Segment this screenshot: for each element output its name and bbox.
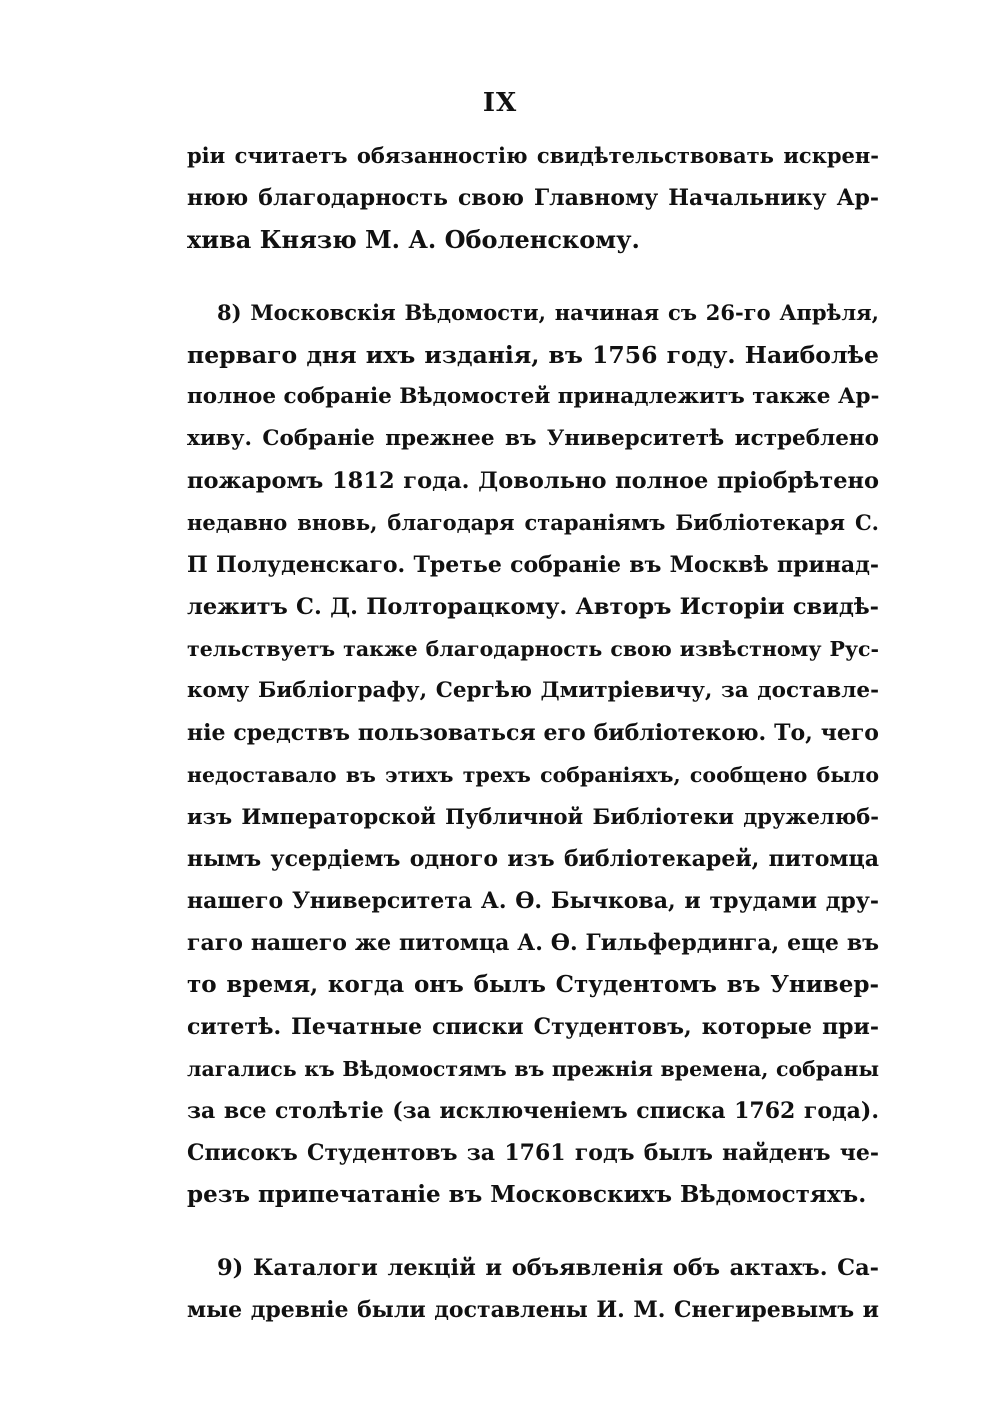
text-line: за все столѣтiе (за исключенiемъ списка 1762 года). <box>187 1098 879 1124</box>
text-line: тельствуетъ также благодарность свою извѣстному Рус- <box>187 637 879 661</box>
text-line: рiи считаетъ обязанностiю свидѣтельствовать искрен- <box>187 143 879 168</box>
text-line: 9) Каталоги лекцiй и объявленiя объ актахъ. Са- <box>217 1255 879 1281</box>
text-line: нiе средствъ пользоваться его библiотекою. То, чего <box>187 720 879 746</box>
text-line: недавно вновь, благодаря старанiямъ Библiотекаря С. <box>187 510 879 535</box>
text-line: нюю благодарность свою Главному Начальнику Ар- <box>187 185 879 211</box>
text-line: то время, когда онъ былъ Студентомъ въ Универ- <box>187 971 879 998</box>
text-line: резъ припечатанiе въ Московскихъ Вѣдомостяхъ. <box>187 1181 867 1208</box>
text-line: пожаромъ 1812 года. Довольно полное прiобрѣтено <box>187 468 879 494</box>
text-line: П Полуденскаго. Третье собранiе въ Москвѣ принад- <box>187 552 879 578</box>
text-line: мые древнiе были доставлены И. М. Снегиревымъ и <box>187 1297 879 1323</box>
text-line: нымъ усердiемъ одного изъ библiотекарей, питомца <box>187 846 879 872</box>
text-line: нашего Университета А. Ѳ. Бычкова, и трудами дру- <box>187 888 879 914</box>
text-line: лежитъ С. Д. Полторацкому. Авторъ Исторiи свидѣ- <box>187 594 879 620</box>
text-line: изъ Императорской Публичной Библiотеки дружелюб- <box>187 804 879 829</box>
text-line: хива Князю М. А. Оболенскому. <box>187 225 640 254</box>
page-number: IX <box>482 88 518 118</box>
text-line: ситетѣ. Печатные списки Студентовъ, которые при- <box>187 1014 879 1040</box>
text-line: перваго дня ихъ изданiя, въ 1756 году. Наиболѣе <box>187 341 879 369</box>
text-line: гаго нашего же питомца А. Ѳ. Гильфердинга, еще въ <box>187 930 879 956</box>
text-line: лагались къ Вѣдомостямъ въ прежнiя времена, собраны <box>187 1057 879 1081</box>
text-line: 8) Московскiя Вѣдомости, начиная съ 26-го Апрѣля, <box>217 300 879 325</box>
text-line: полное собранiе Вѣдомостей принадлежитъ также Ар- <box>187 384 880 409</box>
text-line: кому Библiографу, Сергѣю Дмитрiевичу, за доставле- <box>187 678 879 703</box>
text-line: недоставало въ этихъ трехъ собранiяхъ, сообщено было <box>187 763 879 787</box>
text-line: хиву. Собранiе прежнее въ Университетѣ истреблено <box>187 426 879 451</box>
text-line: Списокъ Студентовъ за 1761 годъ былъ найденъ че- <box>187 1140 879 1166</box>
